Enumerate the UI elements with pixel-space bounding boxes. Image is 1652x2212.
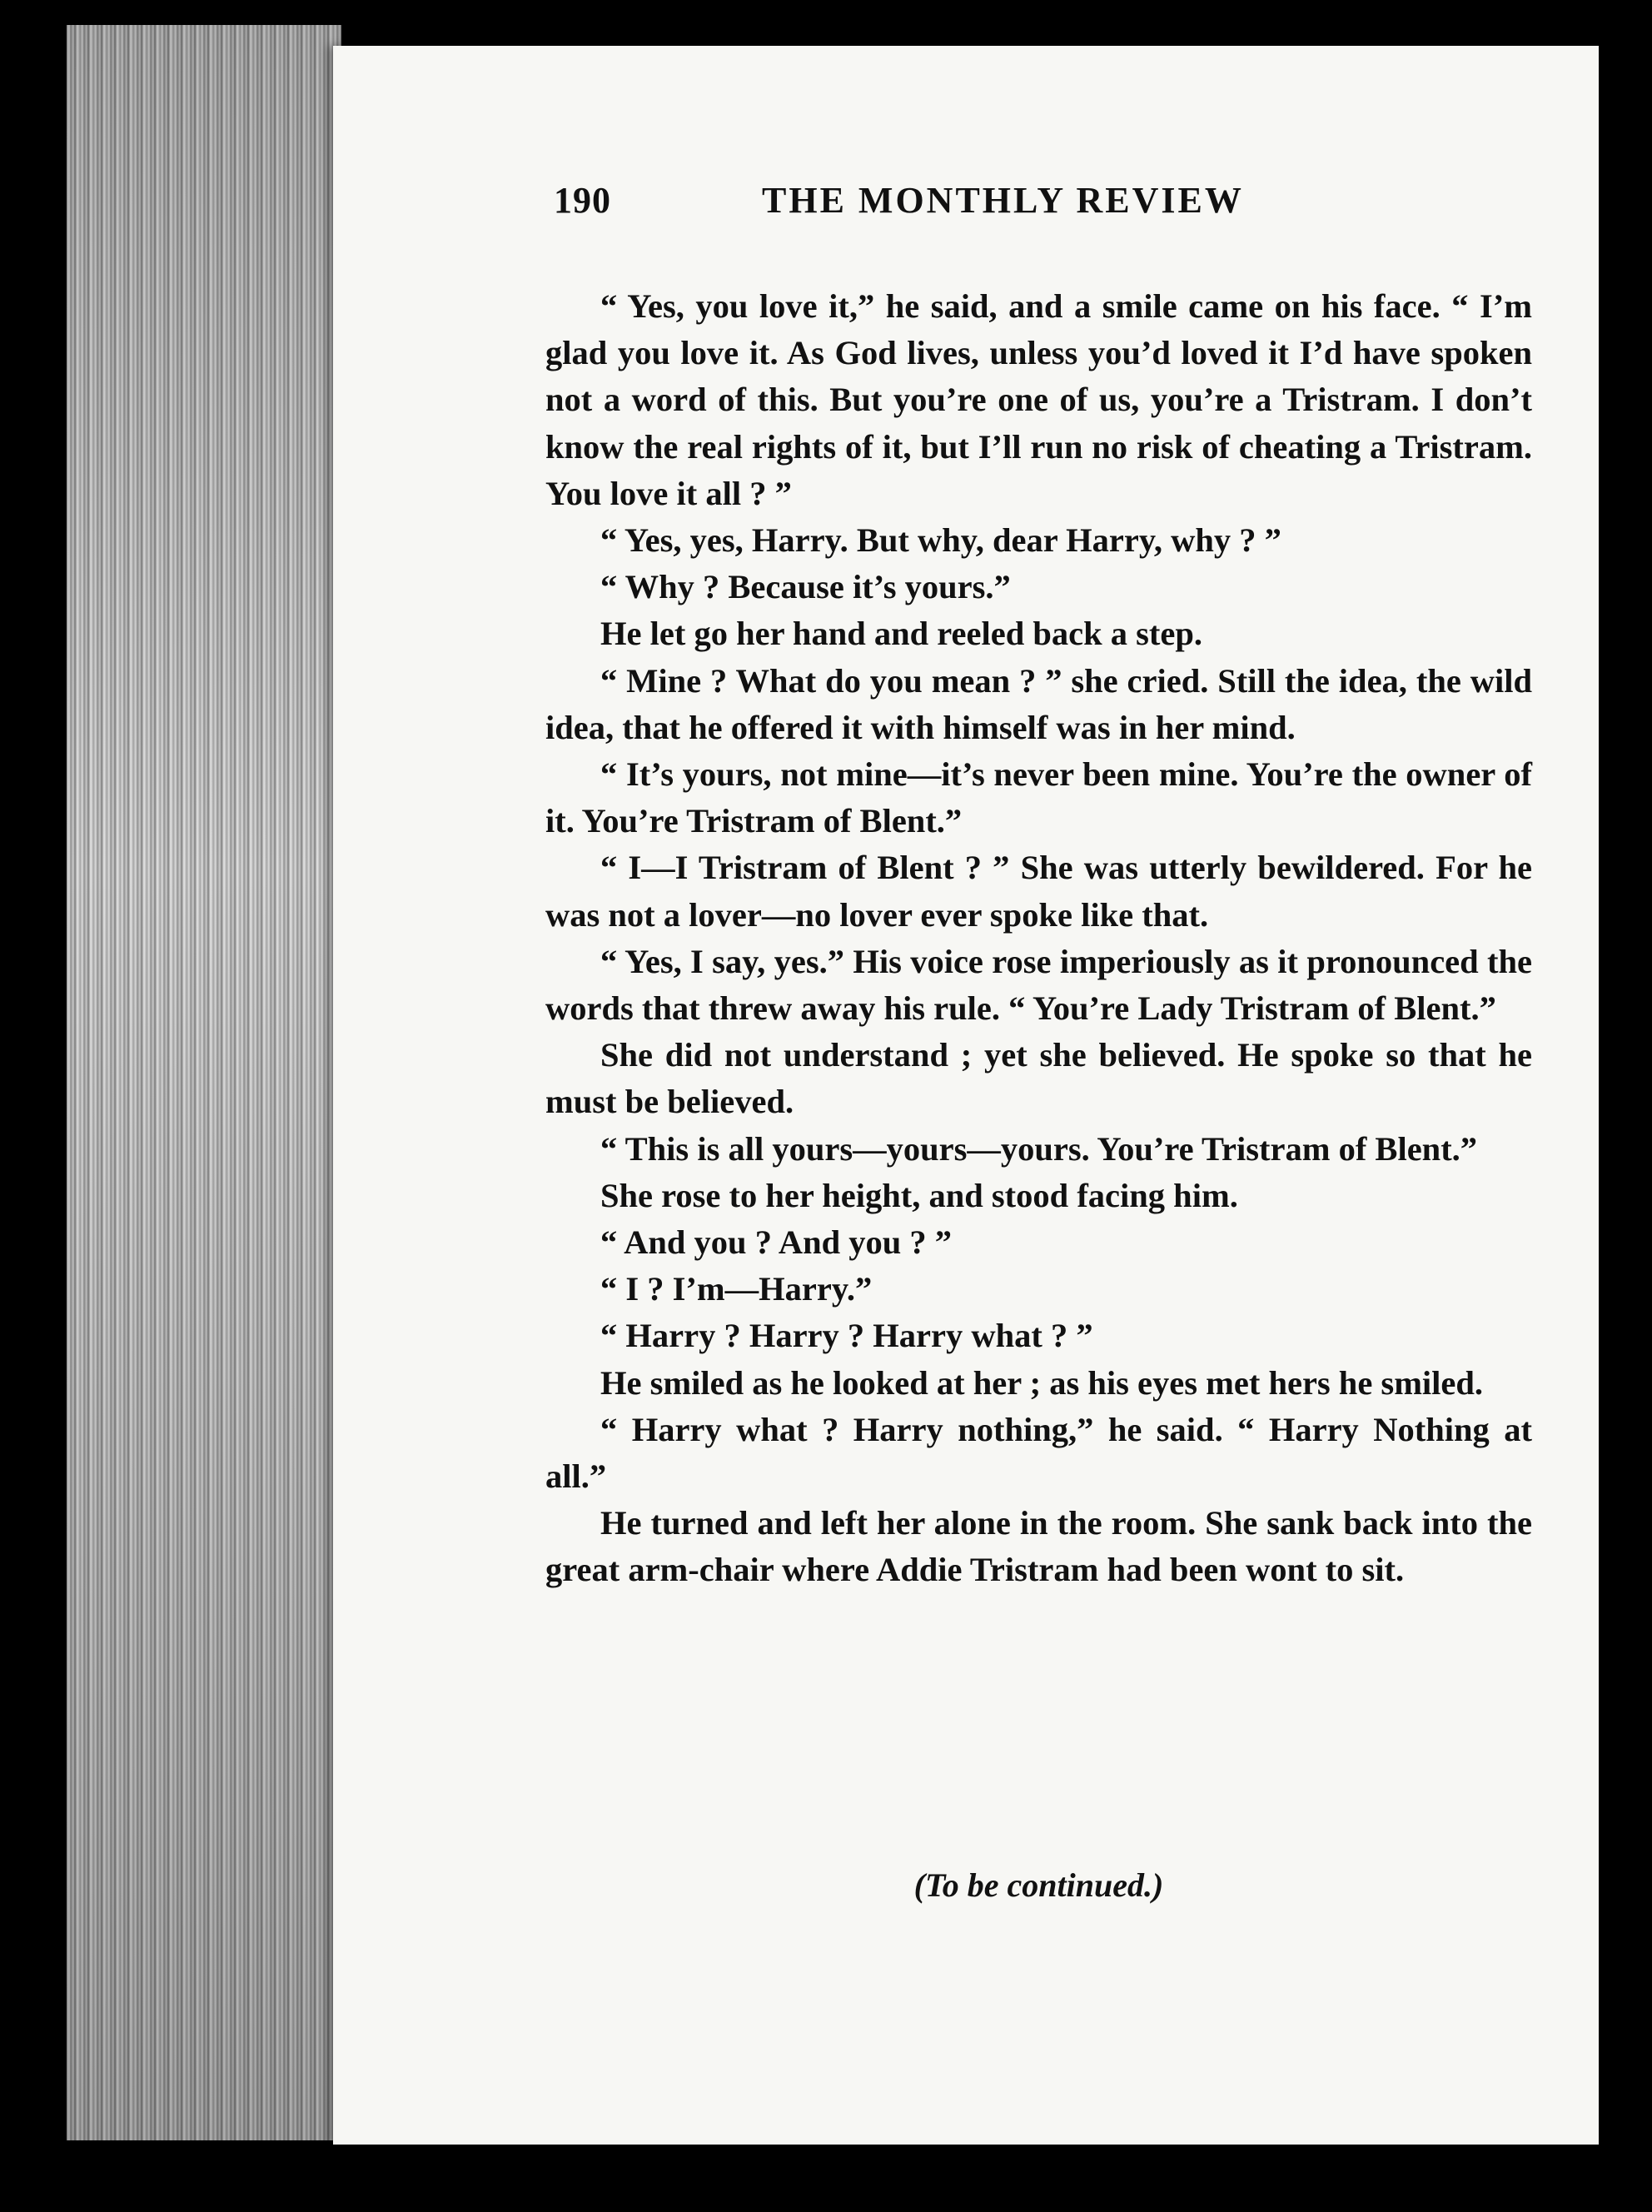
page-number: 190 bbox=[554, 180, 611, 221]
paragraph: “ This is all yours—yours—yours. You’re Tristram of Blent.” bbox=[600, 1129, 1478, 1168]
paragraph: “ It’s yours, not mine—it’s never been mine. You’re the owner of it. You’re Tristram of Blent.” bbox=[545, 755, 1532, 840]
paragraph: He smiled as he looked at her ; as his eyes met hers he smiled. bbox=[600, 1363, 1484, 1402]
paragraph: “ Yes, you love it,” he said, and a smile came on his face. “ I’m glad you love it. As God lives, unless you’d loved it I’d have spoken not a word of this. But you’re one of us, you’re a Tristram. I don’t know the real rights of it, but I’ll run no risk of cheating a Tristram. You love it all ? ” bbox=[545, 287, 1532, 512]
paragraph: He turned and left her alone in the room. She sank back into the great arm-chair where Addie Tristram had been wont to sit. bbox=[545, 1504, 1532, 1589]
paragraph: She did not understand ; yet she believed. He spoke so that he must be believed. bbox=[545, 1036, 1532, 1121]
page-header bbox=[554, 179, 1328, 254]
paragraph: He let go her hand and reeled back a step. bbox=[600, 615, 1203, 653]
body-text bbox=[545, 283, 1532, 1594]
paragraph: “ Yes, I say, yes.” His voice rose imperiously as it pronounced the words that threw away his rule. “ You’re Lady Tristram of Blent.” bbox=[545, 942, 1532, 1028]
paragraph: “ And you ? And you ? ” bbox=[600, 1223, 953, 1262]
to-be-continued-note: (To be continued.) bbox=[913, 1866, 1164, 1904]
paragraph: “ Harry ? Harry ? Harry what ? ” bbox=[600, 1317, 1093, 1355]
paragraph: “ I ? I’m—Harry.” bbox=[600, 1270, 873, 1308]
running-title: THE MONTHLY REVIEW bbox=[762, 180, 1244, 221]
paragraph: “ Yes, yes, Harry. But why, dear Harry, why ? ” bbox=[600, 521, 1281, 560]
book-page-edges bbox=[67, 25, 341, 2140]
paragraph: “ Harry what ? Harry nothing,” he said. “ Harry Nothing at all.” bbox=[545, 1410, 1532, 1496]
paragraph: “ I—I Tristram of Blent ? ” She was utterly bewildered. For he was not a lover—no lover ever spoke like that. bbox=[545, 849, 1532, 934]
paragraph: She rose to her height, and stood facing him. bbox=[600, 1176, 1238, 1214]
paragraph: “ Why ? Because it’s yours.” bbox=[600, 568, 1011, 606]
page-sheet bbox=[333, 46, 1599, 2145]
paragraph: “ Mine ? What do you mean ? ” she cried. Still the idea, the wild idea, that he offered it with himself was in her mind. bbox=[545, 661, 1532, 746]
